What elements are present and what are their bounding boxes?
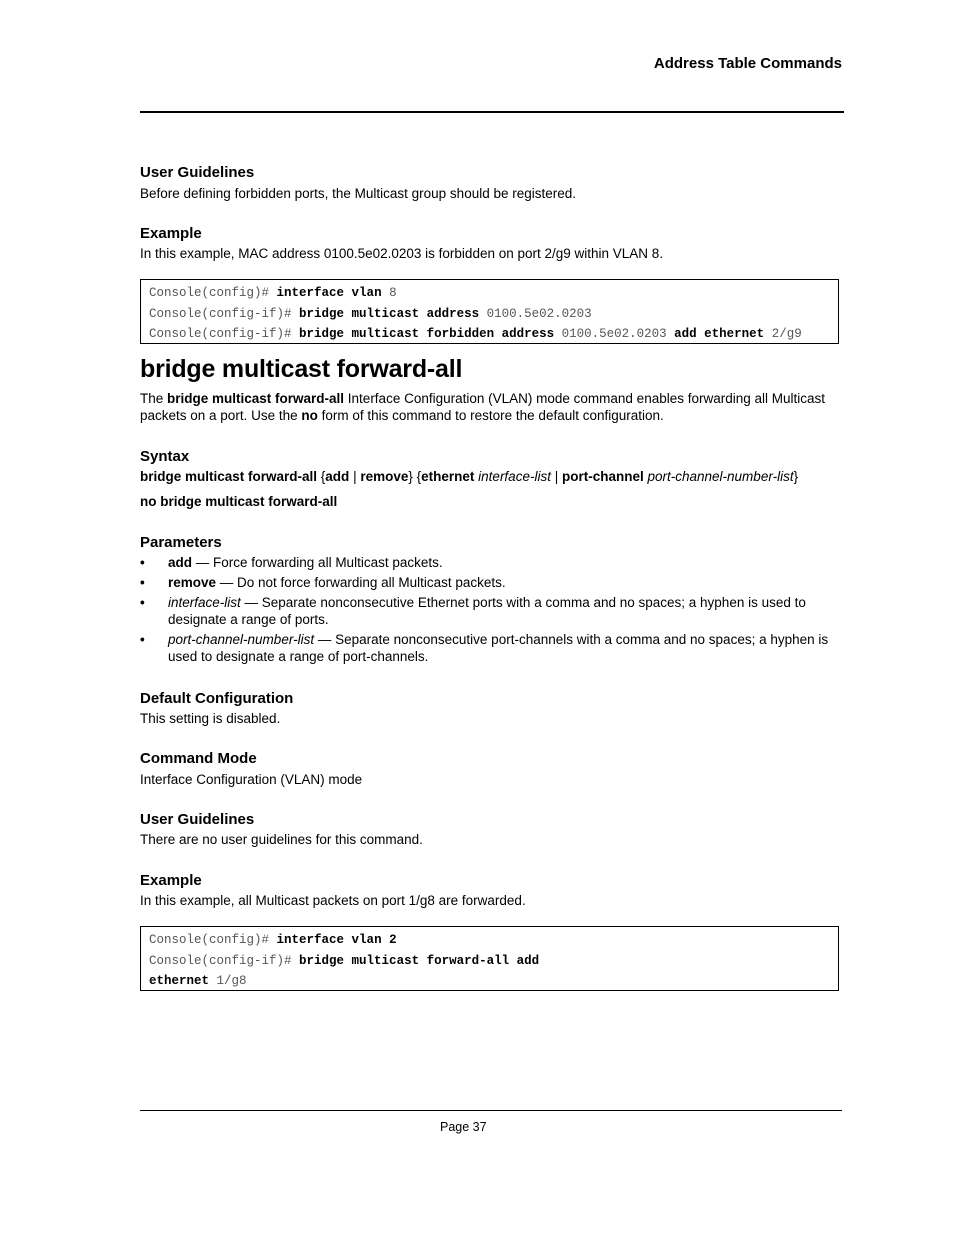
parameters-heading: Parameters — [140, 534, 222, 551]
syntax-line: bridge multicast forward-all {add | remove} {ethernet interface-list | port-channel port-channel-number-list} — [140, 469, 799, 484]
list-item: • remove — Do not force forwarding all Multicast packets. — [140, 575, 506, 590]
code-line: Console(config-if)# bridge multicast forbidden address 0100.5e02.0203 add ethernet 2/g9 — [149, 327, 802, 341]
bullet-glyph: • — [140, 632, 145, 647]
default-config-heading: Default Configuration — [140, 690, 294, 707]
bullet-glyph: • — [140, 595, 145, 610]
user-guidelines-heading: User Guidelines — [140, 164, 255, 181]
list-item: • add — Force forwarding all Multicast packets. — [140, 555, 443, 570]
code-line: Console(config)# interface vlan 8 — [149, 286, 397, 300]
syntax-heading: Syntax — [140, 448, 190, 465]
parameter-list — [140, 554, 840, 668]
list-item: • port-channel-number-list — Separate nonconsecutive port-channels with a comma and no spaces; a hyphen is used to designate a range of port-channels. — [140, 632, 829, 664]
code-line: Console(config-if)# bridge multicast address 0100.5e02.0203 — [149, 306, 592, 321]
default-config-text: This setting is disabled. — [140, 711, 281, 726]
example-text: In this example, MAC address 0100.5e02.0203 is forbidden on port 2/g9 within VLAN 8. — [140, 246, 664, 261]
user-guidelines-text: There are no user guidelines for this command. — [140, 832, 423, 847]
running-header: Address Table Commands — [653, 55, 842, 72]
list-item: • interface-list — Separate nonconsecutive Ethernet ports with a comma and no spaces; a hyphen is used to designate a range of ports. — [140, 595, 806, 627]
bullet-glyph: • — [140, 575, 145, 590]
bullet-glyph: • — [140, 555, 145, 570]
example-text: In this example, all Multicast packets on port 1/g8 are forwarded. — [140, 893, 526, 908]
example-heading: Example — [140, 872, 202, 889]
command-mode-text: Interface Configuration (VLAN) mode — [140, 772, 363, 787]
syntax-no-line: no bridge multicast forward-all — [140, 494, 338, 509]
page-number: Page 37 — [440, 1120, 487, 1134]
code-block — [140, 926, 839, 991]
command-title: bridge multicast forward-all — [140, 355, 463, 383]
code-block — [140, 279, 839, 344]
footer-rule — [140, 1110, 842, 1111]
header-rule — [140, 111, 844, 113]
code-line: Console(config-if)# bridge multicast forward-all add — [149, 953, 540, 968]
code-line: ethernet 1/g8 — [149, 974, 247, 988]
user-guidelines-text: Before defining forbidden ports, the Multicast group should be registered. — [140, 186, 577, 201]
example-heading: Example — [140, 225, 202, 242]
command-description: The bridge multicast forward-all Interface Configuration (VLAN) mode command enables forwarding all Multicast packets on a port. Use the no form of this command to restore the default configuration. — [140, 391, 826, 423]
command-mode-heading: Command Mode — [140, 750, 257, 767]
code-line: Console(config)# interface vlan 2 — [149, 933, 397, 947]
user-guidelines-heading: User Guidelines — [140, 811, 255, 828]
